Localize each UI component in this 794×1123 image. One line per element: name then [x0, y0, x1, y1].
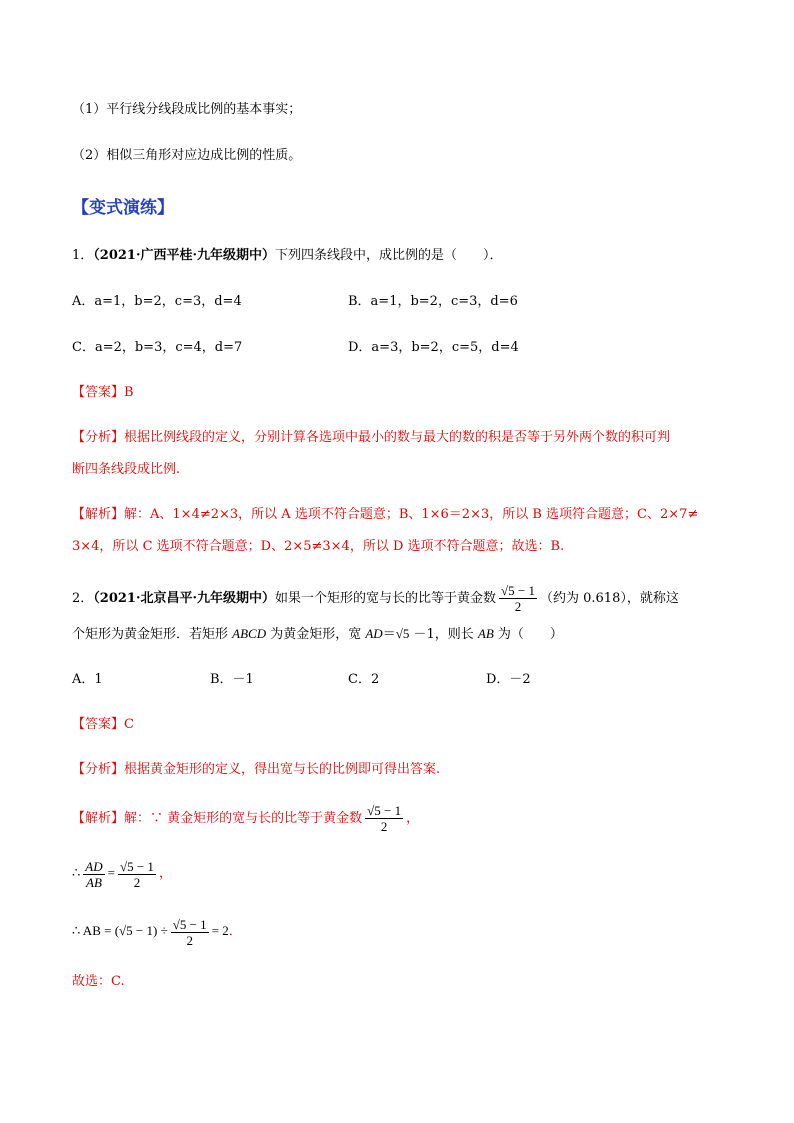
q1-analysis-tag: 【分析】 [72, 430, 125, 445]
q1-option-c: C．a=2，b=3，c=4，d=7 [72, 340, 243, 355]
intro-line-1: （1）平行线分线段成比例的基本事实； [72, 102, 302, 117]
q2-step2-fraction [171, 917, 209, 948]
q2-golden-numerator: √5 − 1 [501, 583, 535, 598]
q2-step2-prefix: ∴ AB = (√5 − 1) ÷ [72, 923, 168, 938]
q1-analysis-line-2: 断四条线段成比例. [72, 462, 181, 477]
q1-answer-line [72, 383, 134, 403]
q2-ad: AD [365, 626, 383, 641]
q1-answer-tag: 【答案】 [72, 385, 125, 400]
q2-step1-equals: = [107, 865, 115, 880]
q2-step1-numerator: AD [85, 858, 103, 874]
q2-solution-denominator: 2 [380, 819, 388, 834]
q2-stem-2c: ＝ [382, 627, 396, 642]
q2-conclusion: 故选：C. [72, 974, 125, 989]
section-heading: 【变式演练】 [72, 198, 174, 218]
q2-solution-tag: 【解析】 [72, 811, 125, 826]
q2-stem-2e: 为（ ） [493, 627, 563, 642]
q2-stem-line-2 [72, 624, 563, 645]
q2-option-b: B．－1 [210, 672, 254, 687]
q2-step1-right-fraction [118, 859, 156, 890]
q1-option-d: D．a=3，b=2，c=5，d=4 [348, 340, 519, 355]
q2-solution-numerator: √5 − 1 [367, 803, 402, 818]
q1-stem: 下列四条线段中，成比例的是（ ）． [275, 248, 503, 263]
q2-stem-b: （约为 0.618），就称这 [540, 591, 679, 606]
q1-source: （2021·广西平桂·九年级期中） [93, 248, 276, 263]
q2-stem-2a: 个矩形为黄金矩形．若矩形 [72, 627, 233, 642]
q1-analysis-line-1 [72, 428, 670, 448]
q2-stem-2b: 为黄金矩形，宽 [266, 627, 366, 642]
q2-option-d: D．－2 [486, 672, 531, 687]
q2-step1-prefix: ∴ [72, 865, 81, 880]
q2-number: 2． [72, 591, 94, 606]
q2-ab: AB [477, 626, 494, 641]
intro-line-2: （2）相似三角形对应边成比例的性质。 [72, 148, 302, 163]
q2-source: （2021·北京昌平·九年级期中） [93, 591, 276, 606]
q2-solution-text: 解：∵ 黄金矩形的宽与长的比等于黄金数 [124, 811, 363, 826]
q2-analysis-tag: 【分析】 [72, 762, 125, 777]
q2-answer: C [124, 717, 134, 732]
q2-sqrt5: √5 [395, 626, 410, 641]
q1-number: 1． [72, 248, 94, 263]
q2-answer-line [72, 715, 134, 735]
q2-stem-line-1 [72, 582, 679, 616]
q1-solution-line-2: 3×4，所以 C 选项不符合题意；D、2×5≠3×4，所以 D 选项不符合题意；故选：B. [72, 539, 565, 554]
q2-option-c: C．2 [348, 672, 380, 687]
q2-solution-fraction [365, 803, 403, 834]
q1-solution-tag: 【解析】 [72, 507, 125, 522]
q2-step1-denominator: AB [86, 874, 102, 890]
q2-abcd: ABCD [232, 626, 267, 641]
q2-stem-2d: －1，则长 [409, 627, 478, 642]
q1-analysis-text-1: 根据比例线段的定义，分别计算各选项中最小的数与最大的数的积是否等于另外两个数的积可判 [124, 430, 671, 445]
q2-step2-result: = 2 [211, 923, 229, 938]
q1-option-a: A．a=1，b=2，c=3，d=4 [72, 294, 242, 309]
q2-step-1 [72, 854, 172, 892]
q2-solution-line [72, 800, 419, 838]
q2-step2-numerator: √5 − 1 [172, 916, 207, 932]
q2-step2-denominator: 2 [186, 932, 193, 948]
q2-step1-end: ， [158, 865, 172, 880]
q2-answer-tag: 【答案】 [72, 717, 125, 732]
q1-solution-line-1 [72, 505, 698, 525]
q1-answer: B [124, 385, 134, 400]
q2-golden-fraction [499, 583, 537, 614]
q2-step2-end: ． [228, 923, 242, 938]
q2-solution-end: ， [406, 811, 420, 826]
q2-step1-right-denominator: 2 [133, 874, 141, 890]
q2-step1-right-numerator: √5 − 1 [119, 858, 154, 874]
q1-option-b: B．a=1，b=2，c=3，d=6 [348, 294, 518, 309]
q2-analysis-text: 根据黄金矩形的定义，得出宽与长的比例即可得出答案. [124, 762, 441, 777]
q2-stem-a: 如果一个矩形的宽与长的比等于黄金数 [275, 591, 497, 606]
q1-solution-text-1: 解：A、1×4≠2×3，所以 A 选项不符合题意；B、1×6＝2×3，所以 B 选项符合题意；C、2×7≠ [124, 507, 699, 522]
q2-step-2 [72, 912, 242, 950]
q2-analysis-line [72, 760, 440, 780]
q2-step1-left-fraction [83, 859, 104, 890]
q2-golden-denominator: 2 [514, 599, 522, 614]
q2-option-a: A．1 [72, 672, 103, 687]
q1-stem-line [72, 246, 503, 266]
